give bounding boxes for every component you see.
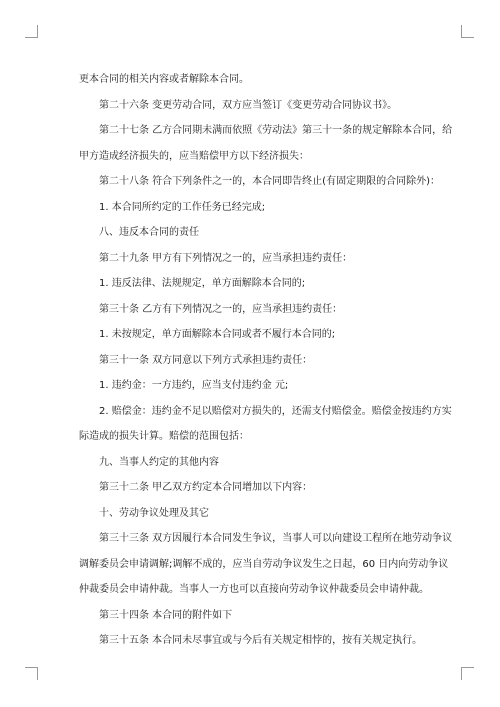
paragraph-line-art-31-1-1: 1. 违约金：一方违约，应当支付违约金 元; — [99, 380, 289, 391]
paragraph-line-art-33-1: 第三十三条 双方因履行本合同发生争议，当事人可以向建设工程所在地劳动争议 — [99, 533, 453, 544]
paragraph-line-sec-10-1: 十、劳动争议处理及其它 — [99, 507, 209, 519]
paragraph-line-sec-8-1: 八、违反本合同的责任 — [99, 227, 199, 238]
paragraph-line-art-28-1: 第二十八条 符合下列条件之一的，本合同即告终止(有固定期限的合同除外)： — [99, 176, 440, 187]
document-body — [79, 67, 453, 654]
paragraph-line-art-28-1-1: 1. 本合同所约定的工作任务已经完成; — [99, 201, 266, 213]
paragraph-line-art-27-1: 第二十七条 乙方合同期未满而依照《劳动法》第三十一条的规定解除本合同，给 — [99, 125, 453, 136]
paragraph-line-art-31-2-2: 际造成的损失计算。赔偿的范围包括： — [79, 431, 249, 442]
crop-mark-top-left — [25, 25, 38, 38]
paragraph-line-art-33-2: 调解委员会申请调解;调解不成的，应当自劳动争议发生之日起，60 日内向劳动争议 — [79, 558, 449, 570]
crop-mark-bottom-right — [461, 667, 474, 680]
crop-mark-top-right — [461, 25, 474, 38]
paragraph-line-art-27-2: 甲方造成经济损失的，应当赔偿甲方以下经济损失： — [79, 150, 309, 162]
paragraph-line-art-26-1: 第二十六条 变更劳动合同，双方应当签订《变更劳动合同协议书》。 — [99, 99, 398, 111]
paragraph-line-art-34-1: 第三十四条 本合同的附件如下 — [99, 609, 233, 621]
paragraph-line-p-cont-1: 更本合同的相关内容或者解除本合同。 — [79, 74, 249, 85]
paragraph-line-art-30-1-1: 1. 未按规定，单方面解除本合同或者不履行本合同的; — [99, 329, 336, 340]
paragraph-line-art-31-1: 第三十一条 双方同意以下列方式承担违约责任： — [99, 354, 313, 366]
paragraph-line-art-29-1-1: 1. 违反法律、法规规定，单方面解除本合同的; — [99, 278, 306, 289]
paragraph-line-art-31-2-1: 2. 赔偿金：违约金不足以赔偿对方损失的，还需支付赔偿金。赔偿金按违约方实 — [99, 405, 452, 417]
paragraph-line-art-29-1: 第二十九条 甲方有下列情况之一的，应当承担违约责任： — [99, 252, 353, 264]
crop-mark-bottom-left — [25, 667, 38, 680]
paragraph-line-sec-9-1: 九、当事人约定的其他内容 — [99, 456, 219, 468]
paragraph-line-art-35-1: 第三十五条 本合同未尽事宜或与今后有关规定相悖的，按有关规定执行。 — [99, 635, 423, 646]
paragraph-line-art-30-1: 第三十条 乙方有下列情况之一的，应当承担违约责任： — [99, 303, 343, 315]
paragraph-line-art-32-1: 第三十二条 甲乙双方约定本合同增加以下内容： — [99, 482, 313, 493]
paragraph-line-art-33-3: 仲裁委员会申请仲裁。当事人一方也可以直接向劳动争议仲裁委员会申请仲裁。 — [79, 584, 429, 595]
